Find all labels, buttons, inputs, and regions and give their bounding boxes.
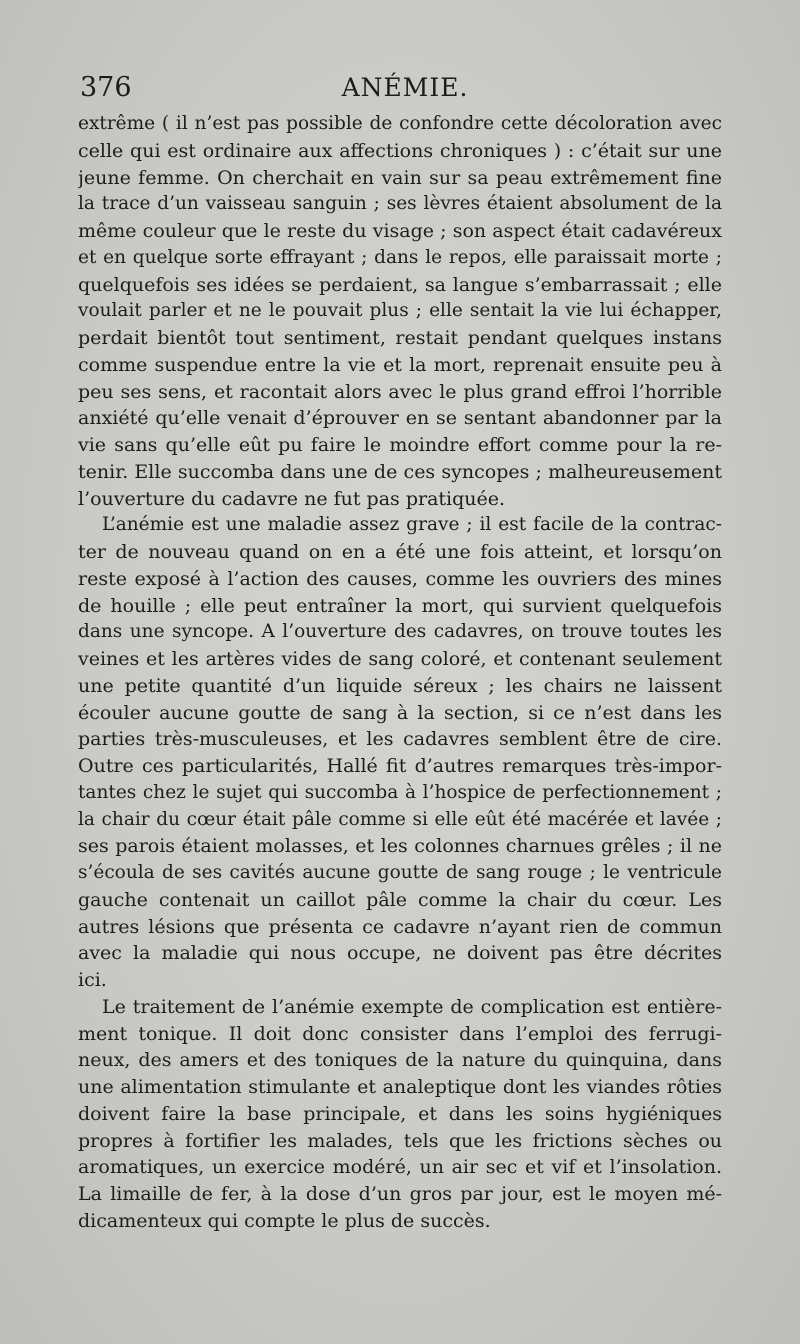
- text-line: perdait bientôt tout sentiment, restait pendant quelques instans: [78, 327, 722, 349]
- text-line: tenir. Elle succomba dans une de ces syncopes ; malheureusement: [78, 460, 722, 483]
- text-line: aromatiques, un exercice modéré, un air sec et vif et l’insolation.: [78, 1156, 722, 1179]
- page-header: [80, 70, 730, 106]
- text-line: et en quelque sorte effrayant ; dans le repos, elle paraissait morte ;: [78, 246, 722, 268]
- text-line: L’anémie est une maladie assez grave ; il est facile de la contrac-: [102, 514, 722, 536]
- text-line: la chair du cœur était pâle comme si elle eût été macérée et lavée ;: [78, 808, 722, 830]
- text-line: reste exposé à l’action des causes, comme les ouvriers des mines: [78, 567, 722, 590]
- text-line: l’ouverture du cadavre ne fut pas pratiquée.: [78, 487, 506, 510]
- text-line: parties très-musculeuses, et les cadavres semblent être de cire.: [78, 728, 722, 751]
- text-line: La limaille de fer, à la dose d’un gros par jour, est le moyen mé-: [78, 1183, 722, 1205]
- text-line: ici.: [78, 969, 107, 991]
- text-line: voulait parler et ne le pouvait plus ; elle sentait la vie lui échapper,: [78, 300, 722, 322]
- text-line: veines et les artères vides de sang coloré, et contenant seulement: [78, 648, 722, 670]
- text-line: écouler aucune goutte de sang à la section, si ce n’est dans les: [78, 701, 722, 724]
- text-line: comme suspendue entre la vie et la mort, reprenait ensuite peu à: [78, 353, 722, 376]
- text-line: une alimentation stimulante et analeptique dont les viandes rôties: [78, 1076, 722, 1098]
- text-line: ment tonique. Il doit donc consister dans l’emploi des ferrugi-: [78, 1022, 722, 1045]
- text-line: une petite quantité d’un liquide séreux ; les chairs ne laissent: [78, 674, 722, 697]
- text-line: extrême ( il n’est pas possible de confondre cette décoloration avec: [78, 113, 722, 134]
- text-line: jeune femme. On cherchait en vain sur sa peau extrêmement fine: [78, 166, 722, 189]
- text-line: ter de nouveau quand on en a été une fois atteint, et lorsqu’on: [78, 541, 722, 563]
- text-line: gauche contenait un caillot pâle comme la chair du cœur. Les: [78, 888, 722, 911]
- body-text: [78, 111, 722, 1235]
- text-line: Outre ces particularités, Hallé fit d’autres remarques très-impor-: [78, 755, 722, 777]
- text-line: anxiété qu’elle venait d’éprouver en se sentant abandonner par la: [78, 407, 722, 430]
- running-title: ANÉMIE.: [341, 73, 469, 102]
- text-line: dicamenteux qui compte le plus de succès.: [78, 1209, 491, 1232]
- text-line: la trace d’un vaisseau sanguin ; ses lèvres étaient absolument de la: [78, 193, 722, 215]
- page-number: 376: [80, 72, 132, 103]
- text-line: peu ses sens, et racontait alors avec le plus grand effroi l’horrible: [78, 380, 722, 403]
- text-line: tantes chez le sujet qui succomba à l’hospice de perfectionnement ;: [78, 781, 722, 803]
- text-line: autres lésions que présenta ce cadavre n’ayant rien de commun: [78, 915, 722, 938]
- text-line: ses parois étaient molasses, et les colonnes charnues grêles ; il ne: [78, 835, 722, 858]
- text-line: même couleur que le reste du visage ; son aspect était cadavéreux: [78, 220, 722, 242]
- text-line: dans une syncope. A l’ouverture des cadavres, on trouve toutes les: [78, 621, 722, 643]
- text-line: vie sans qu’elle eût pu faire le moindre effort comme pour la re-: [78, 434, 722, 456]
- text-line: doivent faire la base principale, et dans les soins hygiéniques: [78, 1102, 722, 1125]
- text-line: de houille ; elle peut entraîner la mort, qui survient quelquefois: [78, 594, 722, 617]
- text-line: Le traitement de l’anémie exempte de complication est entière-: [102, 995, 722, 1018]
- text-line: neux, des amers et des toniques de la nature du quinquina, dans: [78, 1049, 722, 1072]
- text-line: quelquefois ses idées se perdaient, sa langue s’embarrassait ; elle: [78, 273, 722, 296]
- text-line: propres à fortifier les malades, tels que les frictions sèches ou: [78, 1129, 722, 1152]
- text-line: s’écoula de ses cavités aucune goutte de sang rouge ; le ventricule: [78, 862, 722, 883]
- text-line: celle qui est ordinaire aux affections chroniques ) : c’était sur une: [78, 139, 722, 162]
- text-line: avec la maladie qui nous occupe, ne doivent pas être décrites: [78, 942, 722, 965]
